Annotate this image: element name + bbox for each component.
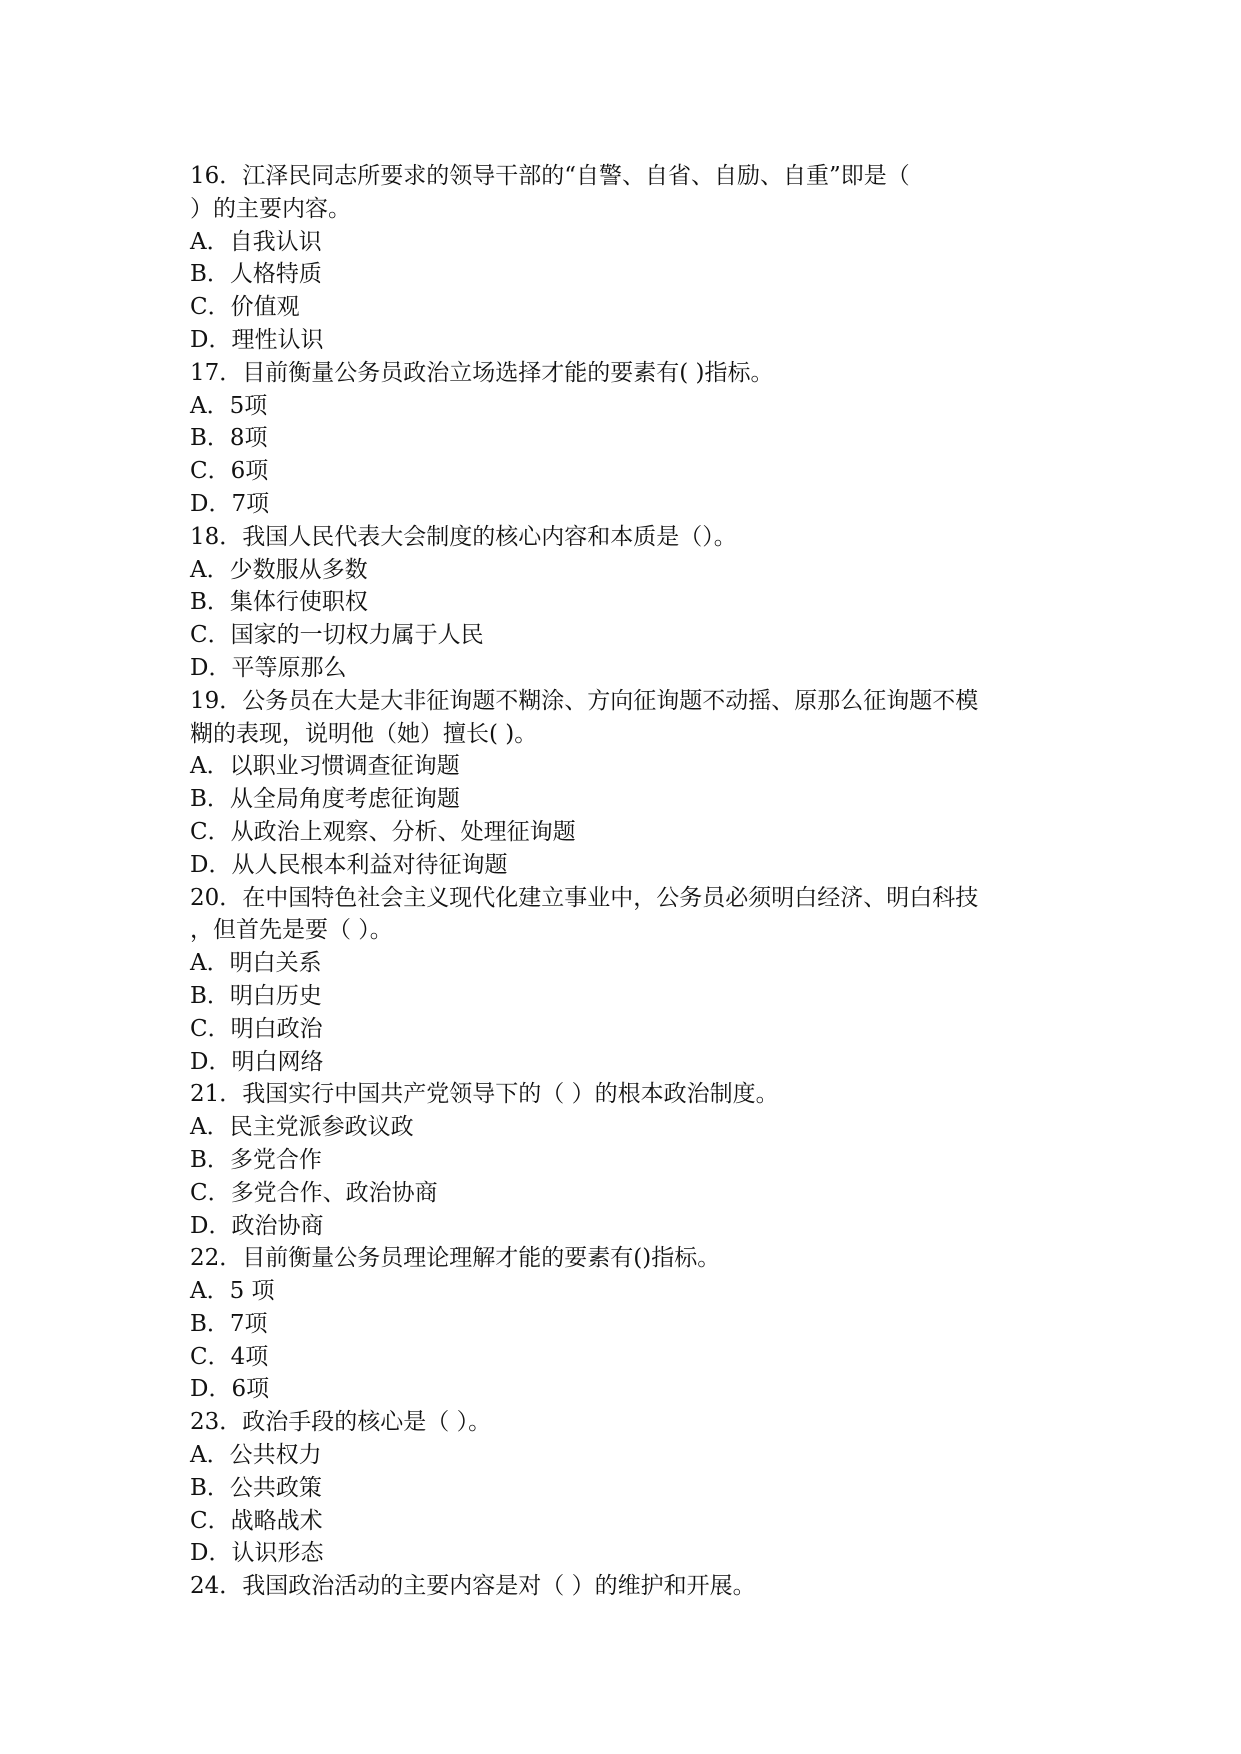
- question-block: [190, 1406, 1070, 1570]
- answer-option: D．认识形态: [190, 1540, 324, 1567]
- answer-option: A．少数服从多数: [190, 556, 368, 583]
- answer-option: B．从全局角度考虑征询题: [190, 786, 460, 813]
- answer-option: C．明白政治: [190, 1015, 323, 1042]
- answer-option: D．理性认识: [190, 326, 324, 353]
- question-text: 18．我国人民代表大会制度的核心内容和本质是（）。: [190, 523, 737, 550]
- answer-option: B．8项: [190, 425, 268, 452]
- answer-option: A．明白关系: [190, 950, 322, 977]
- answer-option: D．明白网络: [190, 1048, 324, 1075]
- answer-option: D．6项: [190, 1376, 270, 1403]
- question-block: [190, 521, 1070, 685]
- question-text: 17．目前衡量公务员政治立场选择才能的要素有( )指标。: [190, 359, 774, 386]
- answer-option: D．7项: [190, 490, 270, 517]
- answer-option: C．4项: [190, 1343, 269, 1370]
- answer-option: D．政治协商: [190, 1212, 324, 1239]
- question-text: ，但首先是要（ ）。: [190, 917, 393, 944]
- answer-option: C．多党合作、政治协商: [190, 1179, 438, 1206]
- answer-option: B．集体行使职权: [190, 589, 368, 616]
- question-block: [190, 1242, 1070, 1406]
- question-text: 21．我国实行中国共产党领导下的（ ）的根本政治制度。: [190, 1081, 779, 1108]
- answer-option: A．公共权力: [190, 1442, 322, 1469]
- question-text: ）的主要内容。: [190, 195, 351, 222]
- question-block: [190, 882, 1070, 1079]
- question-text: 16．江泽民同志所要求的领导干部的“自警、自省、自励、自重”即是（: [190, 163, 910, 189]
- question-text: 19．公务员在大是大非征询题不糊涂、方向征询题不动摇、原那么征询题不模: [190, 687, 979, 714]
- answer-option: B．多党合作: [190, 1146, 322, 1173]
- answer-option: A．以职业习惯调查征询题: [190, 753, 460, 780]
- answer-option: A．民主党派参政议政: [190, 1114, 414, 1141]
- question-block: [190, 1570, 1070, 1603]
- question-text: 22．目前衡量公务员理论理解才能的要素有()指标。: [190, 1245, 721, 1272]
- answer-option: B．明白历史: [190, 982, 322, 1009]
- answer-option: C．价值观: [190, 294, 300, 321]
- answer-option: C．战略战术: [190, 1507, 323, 1534]
- question-text: 23．政治手段的核心是（ ）。: [190, 1409, 492, 1436]
- question-list: [190, 160, 1070, 1603]
- answer-option: A．5项: [190, 392, 268, 419]
- answer-option: C．从政治上观察、分析、处理征询题: [190, 818, 576, 845]
- answer-option: A．自我认识: [190, 228, 322, 255]
- question-text: 20．在中国特色社会主义现代化建立事业中，公务员必须明白经济、明白科技: [190, 884, 979, 911]
- answer-option: A．5 项: [190, 1278, 275, 1305]
- question-text: 24．我国政治活动的主要内容是对（ ）的维护和开展。: [190, 1573, 756, 1600]
- answer-option: D．平等原那么: [190, 654, 347, 681]
- answer-option: C．6项: [190, 458, 269, 485]
- answer-option: D．从人民根本利益对待征询题: [190, 851, 508, 878]
- question-block: [190, 1078, 1070, 1242]
- question-block: [190, 685, 1070, 882]
- answer-option: B．7项: [190, 1310, 268, 1337]
- question-block: [190, 160, 1070, 357]
- answer-option: C．国家的一切权力属于人民: [190, 622, 484, 649]
- question-text: 糊的表现，说明他（她）擅长( )。: [190, 720, 538, 747]
- answer-option: B．人格特质: [190, 261, 322, 288]
- question-block: [190, 357, 1070, 521]
- answer-option: B．公共政策: [190, 1474, 322, 1501]
